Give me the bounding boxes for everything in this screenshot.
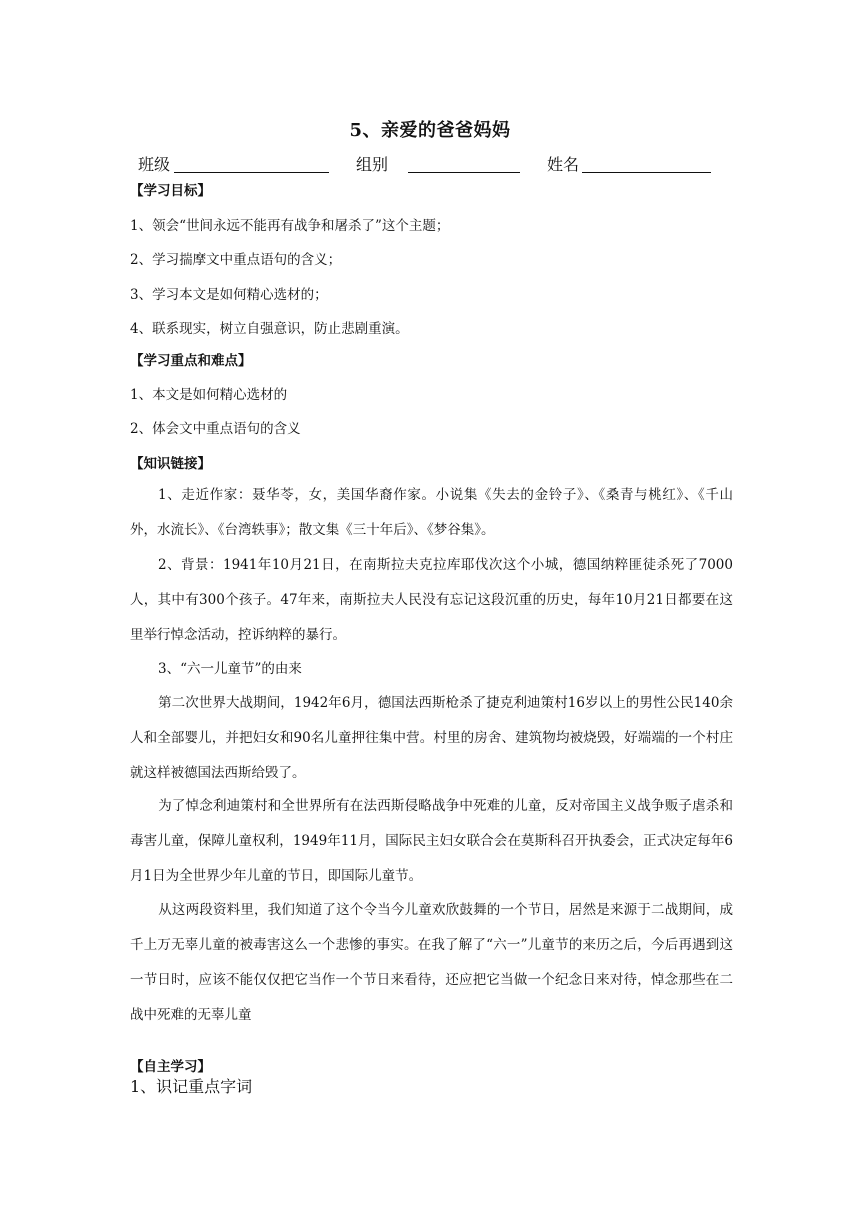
- knowledge-paragraph-lidice: [130, 686, 733, 791]
- paragraph-text: 第二次世界大战期间，1942年6月，德国法西斯枪杀了捷克利迪策村16岁以上的男性公民140余人和全部婴儿，并把妇女和90名儿童押往集中营。村里的房舍、建筑物均被烧毁，好端端的一个村庄就这样被德国法西斯给毁了。: [130, 695, 733, 781]
- paragraph-text: 1、走近作家：聂华苓，女，美国华裔作家。小说集《失去的金铃子》、《桑青与桃红》、《千山外，水流长》、《台湾轶事》；散文集《三十年后》、《梦谷集》。: [130, 487, 733, 538]
- objective-item: 2、学习揣摩文中重点语句的含义；: [130, 252, 342, 268]
- objectives-heading: 【学习目标】: [130, 183, 211, 199]
- paragraph-text: 为了悼念利迪策村和全世界所有在法西斯侵略战争中死难的儿童，反对帝国主义战争贩子虐杀和毒害儿童，保障儿童权利，1949年11月，国际民主妇女联合会在莫斯科召开执委会，正式决定每年6月1日为全世界少年儿童的节日，即国际儿童节。: [130, 798, 733, 884]
- class-label: 班级: [138, 155, 171, 174]
- page-title: 5、亲爱的爸爸妈妈: [349, 120, 511, 141]
- paragraph-text: 从这两段资料里，我们知道了这个令当今儿童欢欣鼓舞的一个节日，居然是来源于二战期间，成千上万无辜儿童的被毒害这么一个悲惨的事实。在我了解了“六一”儿童节的来历之后，今后再遇到这一节日时，应该不能仅仅把它当作一个节日来看待，还应把它当做一个纪念日来对待，悼念那些在二战中死难的无辜儿童: [130, 902, 733, 1023]
- knowledge-paragraph-commemoration: [130, 789, 733, 894]
- name-label: 姓名: [547, 155, 580, 174]
- key-points-heading: 【学习重点和难点】: [130, 353, 252, 369]
- objective-item: 1、领会“世间永远不能再有战争和屠杀了”这个主题；: [130, 218, 450, 234]
- key-point-item: 1、本文是如何精心选材的: [130, 387, 288, 403]
- knowledge-paragraph-author: [130, 478, 733, 548]
- objective-item: 3、学习本文是如何精心选材的；: [130, 287, 328, 303]
- knowledge-paragraph-reflection: [130, 893, 733, 1033]
- objective-item: 4、联系现实，树立自强意识，防止悲剧重演。: [130, 321, 409, 337]
- knowledge-heading: 【知识链接】: [130, 456, 211, 472]
- key-point-item: 2、体会文中重点语句的含义: [130, 421, 301, 437]
- group-label: 组别: [356, 155, 389, 174]
- knowledge-paragraph-background: [130, 548, 733, 653]
- group-blank[interactable]: [408, 172, 520, 173]
- paragraph-text: 3、“六一儿童节”的由来: [158, 661, 302, 677]
- knowledge-subheading-childrens-day: [130, 652, 733, 687]
- name-blank[interactable]: [582, 172, 711, 173]
- paragraph-text: 2、背景：1941年10月21日，在南斯拉夫克拉库耶伐次这个小城，德国纳粹匪徒杀死了7000人，其中有300个孩子。47年来，南斯拉夫人民没有忘记这段沉重的历史，每年10月21日都要在这里举行悼念活动，控诉纳粹的暴行。: [130, 557, 733, 643]
- self-study-heading: 【自主学习】: [130, 1059, 211, 1075]
- self-study-item: 1、识记重点字词: [130, 1077, 253, 1096]
- class-blank[interactable]: [174, 172, 329, 173]
